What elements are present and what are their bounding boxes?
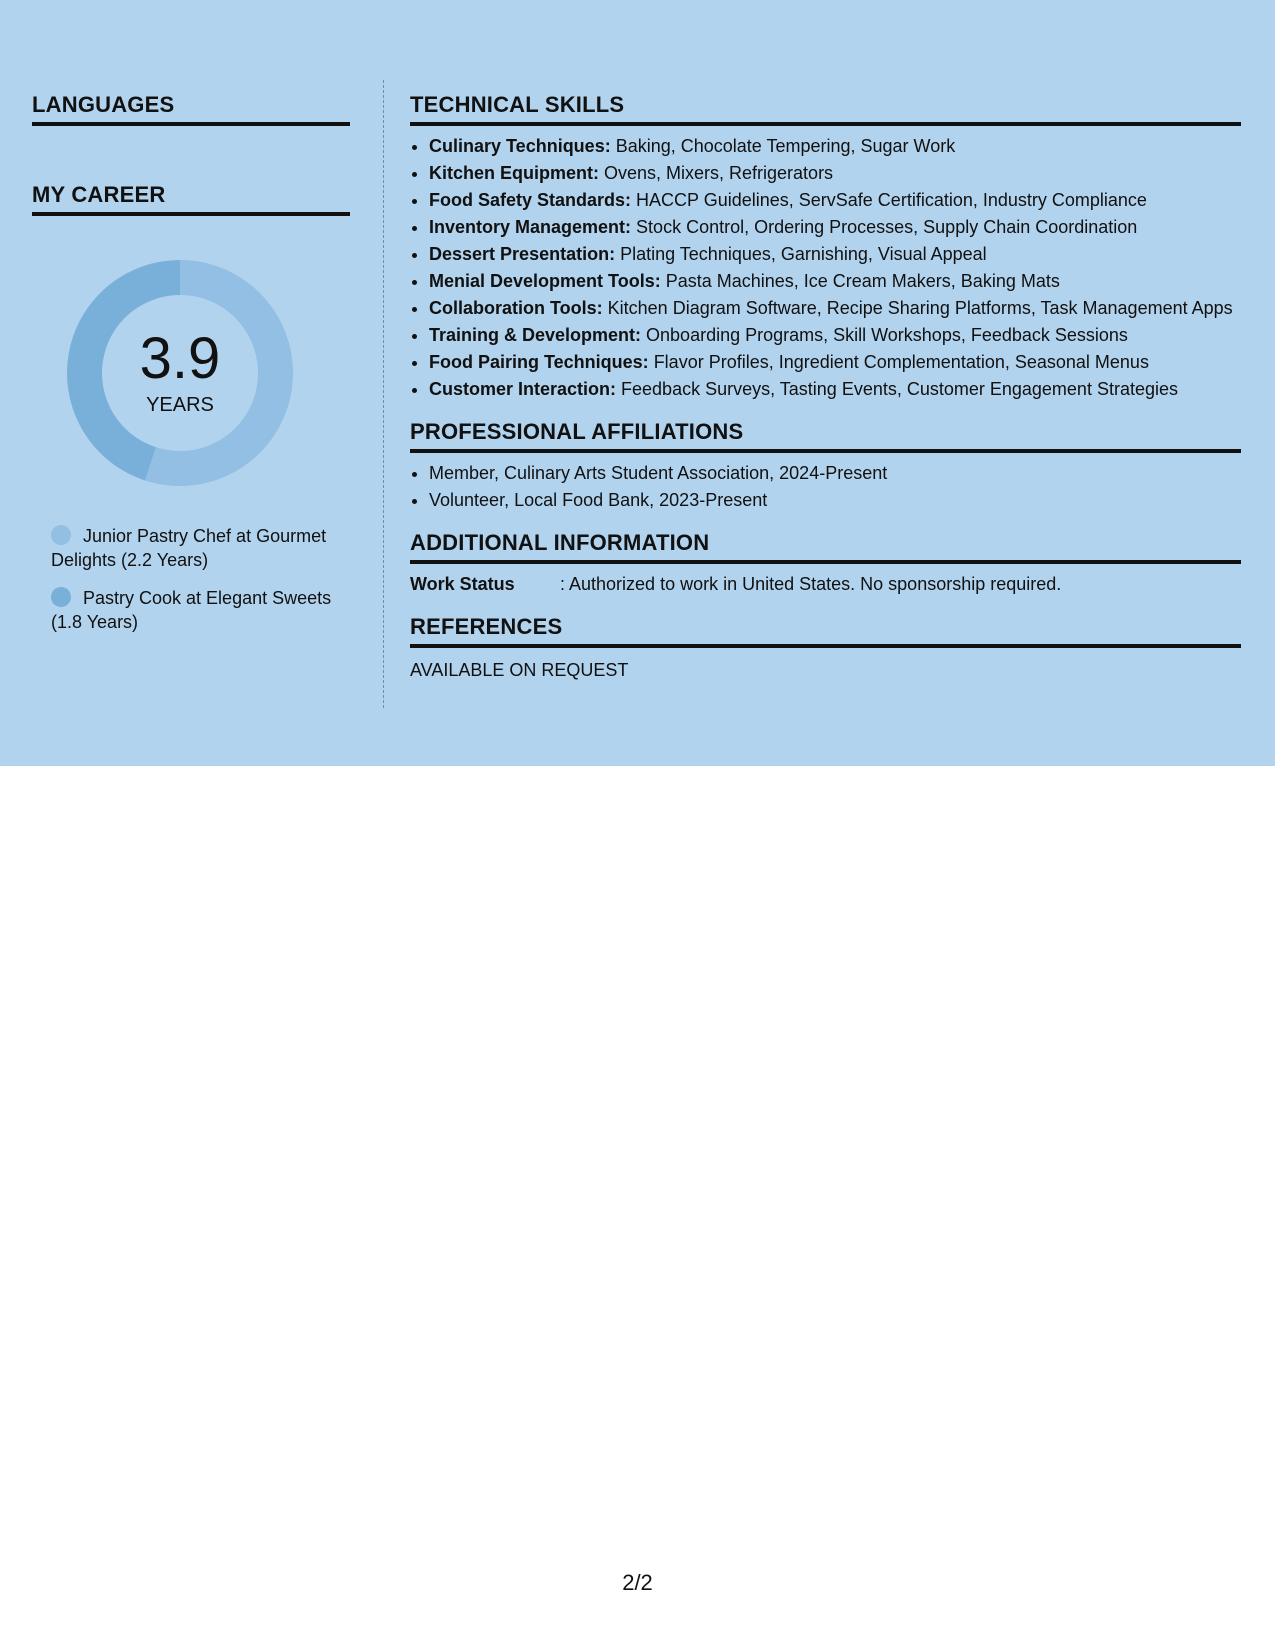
right-column <box>410 92 1241 682</box>
work-status-value: : Authorized to work in United States. No sponsorship required. <box>560 574 1062 594</box>
affiliations-list <box>410 461 1241 512</box>
skill-name: Kitchen Equipment: <box>429 163 599 183</box>
skill-item <box>429 296 1241 320</box>
skill-item <box>429 350 1241 374</box>
skill-value: Onboarding Programs, Skill Workshops, Feedback Sessions <box>641 325 1128 345</box>
legend-dot-icon <box>51 587 71 607</box>
left-column <box>32 92 350 648</box>
skill-item <box>429 269 1241 293</box>
affiliation-item: • Volunteer, Local Food Bank, 2023-Present <box>429 488 1241 512</box>
skill-value: HACCP Guidelines, ServSafe Certification, Industry Compliance <box>631 190 1147 210</box>
skill-value: Ovens, Mixers, Refrigerators <box>599 163 834 183</box>
skill-value: Kitchen Diagram Software, Recipe Sharing Platforms, Task Management Apps <box>602 298 1233 318</box>
skill-value: Plating Techniques, Garnishing, Visual Appeal <box>615 244 987 264</box>
skill-name: Customer Interaction: <box>429 379 617 399</box>
skill-name: Food Pairing Techniques: <box>429 352 649 372</box>
skill-item <box>429 323 1241 347</box>
skill-name: Food Safety Standards: <box>429 190 632 210</box>
page-number: 2/2 <box>622 1570 653 1595</box>
additional-info-heading: ADDITIONAL INFORMATION <box>410 530 1241 564</box>
work-status-label: Work Status <box>410 574 515 594</box>
skill-name: Training & Development: <box>429 325 642 345</box>
skill-value: Baking, Chocolate Tempering, Sugar Work <box>610 136 956 156</box>
career-heading: MY CAREER <box>32 182 350 216</box>
career-legend-label: Junior Pastry Chef at Gourmet Delights (2.2 Years) <box>51 526 327 570</box>
skill-name: Inventory Management: <box>429 217 632 237</box>
technical-skills-list <box>410 134 1241 401</box>
references-heading: REFERENCES <box>410 614 1241 648</box>
affiliation-item: • Member, Culinary Arts Student Association, 2024-Present <box>429 461 1241 485</box>
legend-dot-icon <box>51 525 71 545</box>
career-legend <box>51 524 341 634</box>
career-donut-chart <box>65 258 295 488</box>
skill-item <box>429 161 1241 185</box>
references-text: AVAILABLE ON REQUEST <box>410 660 629 680</box>
skill-value: Pasta Machines, Ice Cream Makers, Baking Mats <box>660 271 1060 291</box>
career-legend-item <box>51 524 341 572</box>
donut-center <box>65 258 295 488</box>
career-legend-item <box>51 586 341 634</box>
languages-heading: LANGUAGES <box>32 92 350 126</box>
career-years-unit: YEARS <box>146 393 214 416</box>
affiliations-heading: PROFESSIONAL AFFILIATIONS <box>410 419 1241 453</box>
skill-item <box>429 377 1241 401</box>
skill-name: Menial Development Tools: <box>429 271 661 291</box>
skill-name: Culinary Techniques: <box>429 136 611 156</box>
career-total-years: 3.9 <box>139 325 221 391</box>
skill-value: Flavor Profiles, Ingredient Complementation, Seasonal Menus <box>648 352 1149 372</box>
skill-item <box>429 134 1241 158</box>
skill-item <box>429 242 1241 266</box>
skill-item <box>429 188 1241 212</box>
technical-skills-heading: TECHNICAL SKILLS <box>410 92 1241 126</box>
column-divider <box>383 80 384 708</box>
skill-name: Collaboration Tools: <box>429 298 603 318</box>
skill-value: Feedback Surveys, Tasting Events, Customer Engagement Strategies <box>616 379 1178 399</box>
skill-item <box>429 215 1241 239</box>
skill-value: Stock Control, Ordering Processes, Supply Chain Coordination <box>631 217 1138 237</box>
skill-name: Dessert Presentation: <box>429 244 616 264</box>
career-legend-label: Pastry Cook at Elegant Sweets (1.8 Years) <box>51 588 332 632</box>
work-status-row <box>410 572 1241 596</box>
